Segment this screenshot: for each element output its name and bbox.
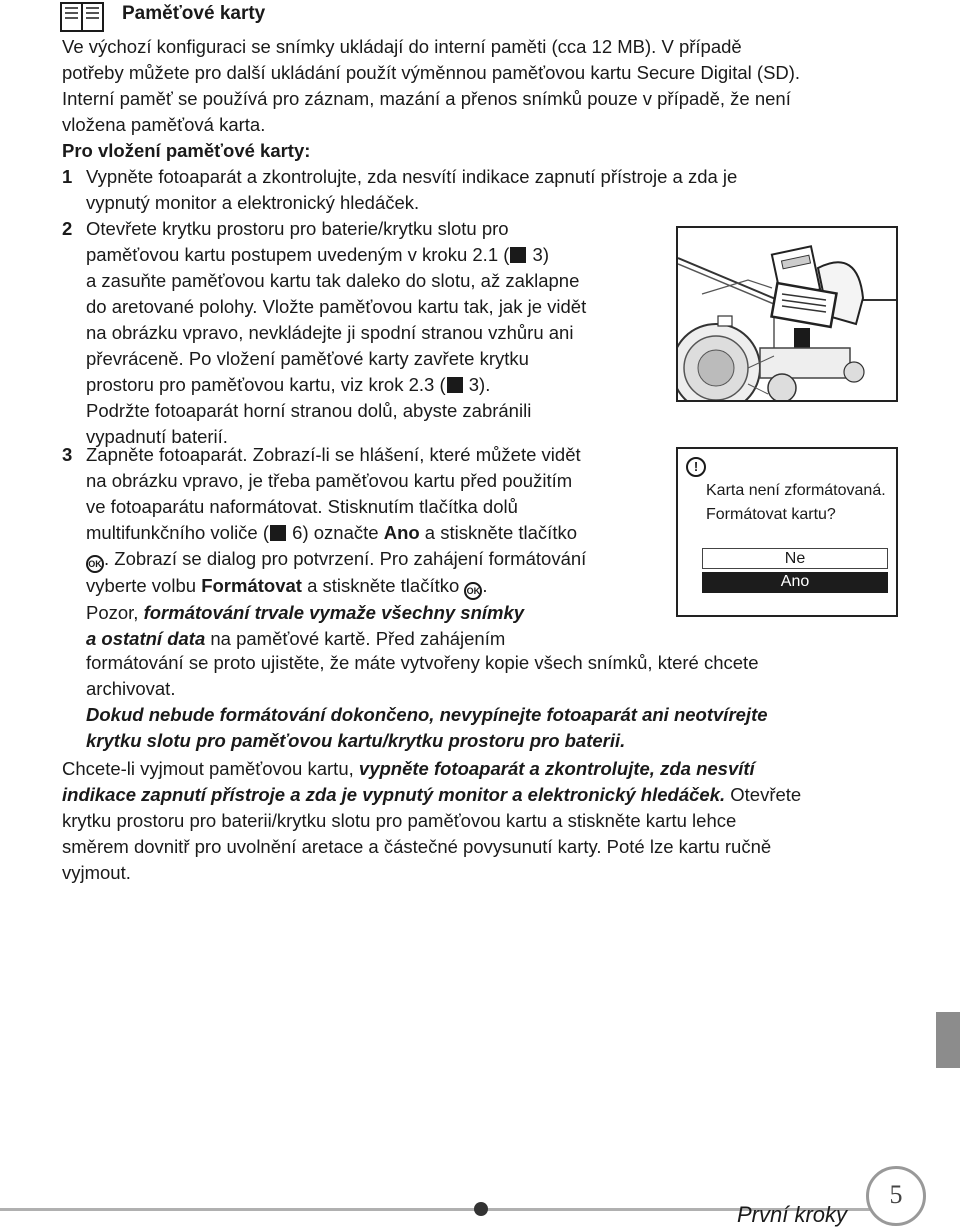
step2-line: Podržte fotoaparát horní stranou dolů, abyste zabránili	[86, 400, 532, 421]
step2-line: Otevřete krytku prostoru pro baterie/krytku slotu pro	[86, 218, 509, 239]
section-title: Paměťové karty	[122, 3, 266, 24]
page-number: 5	[889, 1180, 903, 1209]
page-reference-icon	[510, 247, 526, 263]
step2-line: na obrázku vpravo, nevkládejte ji spodní stranou vzhůru ani	[86, 322, 574, 343]
step3-warning-line: Dokud nebude formátování dokončeno, nevypínejte fotoaparát ani neotvírejte	[86, 704, 768, 725]
footer-section-label: První kroky	[737, 1202, 848, 1227]
format-card-dialog	[676, 447, 898, 617]
removal-line: směrem dovnitř pro uvolnění aretace a částečné povysunutí karty. Poté lze kartu ručně	[62, 836, 772, 857]
footer-dot	[474, 1202, 488, 1216]
step3-text-top	[86, 442, 666, 652]
dialog-option-ne[interactable]: Ne	[702, 548, 888, 569]
intro-line: Ve výchozí konfiguraci se snímky ukládají do interní paměti (cca 12 MB). V případě	[62, 36, 742, 57]
step3-line	[86, 520, 666, 546]
removal-emphasis: indikace zapnutí přístroje a zda je vypnutý monitor a elektronický hledáček.	[62, 784, 726, 805]
step2-text-span: 3).	[463, 374, 491, 395]
removal-line	[62, 782, 882, 808]
format-option-label: Formátovat	[201, 575, 302, 596]
step2-text-span: prostoru pro paměťovou kartu, viz krok 2.3 (	[86, 374, 446, 395]
step3-line: Zapněte fotoaparát. Zobrazí-li se hlášení, které můžete vidět	[86, 444, 581, 465]
step3-text-span: a stiskněte tlačítko	[301, 575, 465, 596]
step3-line: ve fotoaparátu naformátovat. Stisknutím tlačítka dolů	[86, 496, 518, 517]
dialog-message-line: Formátovat kartu?	[706, 506, 836, 523]
step2-line: do aretované polohy. Vložte paměťovou kartu tak, jak je vidět	[86, 296, 587, 317]
step1-line: Vypněte fotoaparát a zkontrolujte, zda nesvítí indikace zapnutí přístroje a zda je	[86, 166, 738, 187]
page-reference-icon	[447, 377, 463, 393]
dialog-message	[706, 479, 886, 527]
camera-card-slot-illustration	[676, 226, 898, 402]
step3-text-span: .	[482, 575, 488, 596]
page-reference-icon	[270, 525, 286, 541]
step2-text-span: paměťovou kartu postupem uvedeným v kroku 2.1 (	[86, 244, 510, 265]
removal-line: krytku prostoru pro baterii/krytku slotu pro paměťovou kartu a stiskněte kartu lehce	[62, 810, 737, 831]
step1-text	[86, 164, 886, 216]
removal-emphasis: vypněte fotoaparát a zkontrolujte, zda nesvítí	[358, 758, 755, 779]
step2-text-span: 3)	[527, 244, 549, 265]
step-number: 1	[62, 166, 73, 187]
step2-text	[86, 216, 666, 450]
warning-emphasis: formátování trvale vymaže všechny snímky	[143, 602, 525, 623]
step3-text-span: a stiskněte tlačítko	[419, 522, 577, 543]
step2-line: a zasuňte paměťovou kartu tak daleko do slotu, až zaklapne	[86, 270, 580, 291]
intro-line: Interní paměť se používá pro záznam, mazání a přenos snímků pouze v případě, že není	[62, 88, 791, 109]
insert-heading: Pro vložení paměťové karty:	[62, 140, 311, 161]
ok-button-icon: OK	[86, 555, 104, 573]
step3-line	[86, 546, 666, 573]
removal-text-span: Chcete-li vyjmout paměťovou kartu,	[62, 758, 359, 779]
step-number: 2	[62, 218, 73, 239]
step-number: 3	[62, 444, 73, 465]
intro-line: potřeby můžete pro další ukládání použít výměnnou paměťovou kartu Secure Digital (SD).	[62, 62, 801, 83]
step3-warning-line: krytku slotu pro paměťovou kartu/krytku prostoru pro baterii.	[86, 730, 626, 751]
warning-emphasis: a ostatní data	[86, 628, 206, 649]
intro-line: vložena paměťová karta.	[62, 114, 266, 135]
step2-line: vypadnutí baterií.	[86, 426, 228, 447]
removal-text-span: Otevřete	[725, 784, 802, 805]
step3-line: archivovat.	[86, 678, 176, 699]
step3-text-span: . Zobrazí se dialog pro potvrzení. Pro zahájení formátování	[104, 548, 587, 569]
removal-line: vyjmout.	[62, 862, 131, 883]
step3-line	[86, 600, 666, 626]
dialog-message-line: Karta není zformátovaná.	[706, 482, 886, 499]
step3-line: formátování se proto ujistěte, že máte vytvořeny kopie všech snímků, které chcete	[86, 652, 759, 673]
step3-line	[86, 626, 666, 652]
step3-text-span: Pozor,	[86, 602, 144, 623]
step1-line: vypnutý monitor a elektronický hledáček.	[86, 192, 420, 213]
step3-line: na obrázku vpravo, je třeba paměťovou kartu před použitím	[86, 470, 573, 491]
step2-line	[86, 242, 666, 268]
section-side-tab	[936, 1012, 960, 1068]
step3-line	[86, 573, 666, 600]
step2-line	[86, 372, 666, 398]
step3-text-span: multifunkčního voliče (	[86, 522, 270, 543]
ano-option-label: Ano	[383, 522, 420, 543]
ok-button-icon: OK	[464, 582, 482, 600]
step2-line: převráceně. Po vložení paměťové karty zavřete krytku	[86, 348, 529, 369]
book-icon	[60, 2, 104, 32]
page-number-badge	[866, 1166, 926, 1226]
step3-text-span: 6) označte	[287, 522, 384, 543]
step3-text-span: vyberte volbu	[86, 575, 202, 596]
step3-text-span: na paměťové kartě. Před zahájením	[205, 628, 506, 649]
removal-line	[62, 756, 882, 782]
step3-text-bottom	[86, 650, 886, 754]
dialog-option-ano[interactable]: Ano	[702, 572, 888, 593]
warning-icon: !	[686, 457, 706, 477]
removal-paragraph	[62, 756, 882, 886]
camera-illustration-drawing	[678, 228, 896, 400]
intro-paragraph	[62, 34, 902, 138]
